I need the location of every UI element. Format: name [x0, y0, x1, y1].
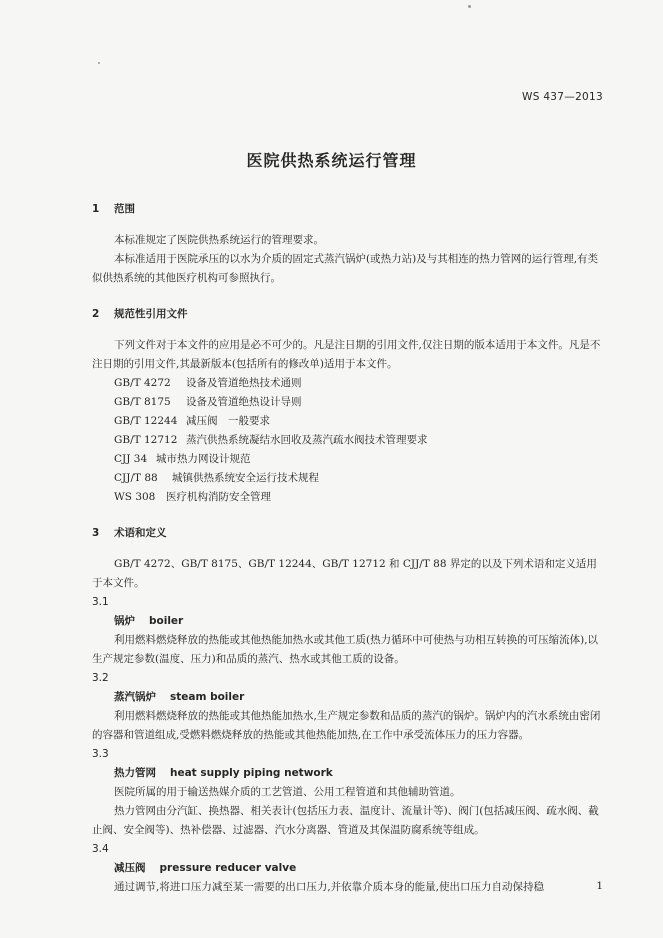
- term-en: heat supply piping network: [170, 767, 333, 779]
- reference-title: 减压阀 一般要求: [186, 415, 270, 427]
- reference-code: GB/T 4272: [114, 377, 171, 389]
- term-definition: 利用燃料燃烧释放的热能或其他热能加热水或其他工质(热力循环中可使热与功相互转换的可压缩流体),以生产规定参数(温度、压力)和品质的蒸汽、热水或其他工质的设备。: [92, 634, 599, 665]
- clause-number: 3.2: [92, 672, 109, 684]
- scan-speck: [468, 5, 471, 8]
- section-title: 规范性引用文件: [114, 308, 188, 320]
- paragraph: 本标准规定了医院供热系统运行的管理要求。: [114, 234, 324, 246]
- reference-title: 蒸汽供热系统凝结水回收及蒸汽疏水阀技术管理要求: [186, 434, 428, 446]
- reference-code: WS 308: [114, 491, 156, 503]
- section-title: 范围: [114, 203, 135, 215]
- term-heading: [92, 612, 606, 631]
- reference-title: 城镇供热系统安全运行技术规程: [172, 472, 319, 484]
- reference-item: [114, 469, 606, 488]
- term-definition: 热力管网由分汽缸、换热器、相关表计(包括压力表、温度计、流量计等)、阀门(包括减压阀、疏水阀、截止阀、安全阀等)、热补偿器、过滤器、汽水分离器、管道及其保温防腐系统等组成。: [92, 805, 599, 836]
- reference-item: [114, 450, 606, 469]
- term-en: steam boiler: [170, 691, 245, 703]
- page-number: 1: [596, 880, 603, 892]
- term-en: boiler: [149, 615, 184, 627]
- term-heading: [92, 859, 606, 878]
- term-definition: 通过调节,将进口压力减至某一需要的出口压力,并依靠介质本身的能量,使出口压力自动保持稳: [114, 881, 545, 893]
- term-heading: [92, 764, 606, 783]
- reference-code: CJJ/T 88: [114, 472, 158, 484]
- section-number: 2: [92, 308, 100, 320]
- term-definition: 利用燃料燃烧释放的热能或其他热能加热水,生产规定参数和品质的蒸汽的锅炉。锅炉内的汽水系统由密闭的容器和管道组成,受燃料燃烧释放的热能或其他热能加热,在工作中承受流体压力的压力容器。: [92, 710, 601, 741]
- section-3-heading: [92, 524, 606, 543]
- reference-title: 设备及管道绝热技术通则: [186, 377, 302, 389]
- term-zh: 减压阀: [114, 862, 146, 874]
- clause-number: 3.4: [92, 843, 109, 855]
- paragraph: GB/T 4272、GB/T 8175、GB/T 12244、GB/T 12712 和 CJJ/T 88 界定的以及下列术语和定义适用于本文件。: [92, 558, 597, 589]
- reference-item: [114, 412, 606, 431]
- reference-title: 城市热力网设计规范: [156, 453, 251, 465]
- reference-code: CJJ 34: [114, 453, 148, 465]
- term-zh: 锅炉: [114, 615, 135, 627]
- term-zh: 热力管网: [114, 767, 156, 779]
- scan-speck: [98, 62, 100, 64]
- reference-title: 设备及管道绝热设计导则: [186, 396, 302, 408]
- reference-title: 医疗机构消防安全管理: [166, 491, 271, 503]
- standard-number: WS 437—2013: [522, 91, 603, 103]
- reference-list: [92, 374, 606, 507]
- reference-code: GB/T 12244: [114, 415, 178, 427]
- paragraph: 本标准适用于医院承压的以水为介质的固定式蒸汽锅炉(或热力站)及与其相连的热力管网的运行管理,有类似供热系统的其他医疗机构可参照执行。: [92, 253, 599, 284]
- section-number: 3: [92, 527, 100, 539]
- reference-item: [114, 374, 606, 393]
- section-2-heading: [92, 305, 606, 324]
- term-heading: [92, 688, 606, 707]
- document-body: [92, 200, 606, 897]
- term-definition: 医院所属的用于输送热媒介质的工艺管道、公用工程管道和其他辅助管道。: [114, 786, 461, 798]
- term-en: pressure reducer valve: [159, 862, 297, 874]
- reference-item: [114, 488, 606, 507]
- reference-item: [114, 431, 606, 450]
- section-number: 1: [92, 203, 100, 215]
- term-zh: 蒸汽锅炉: [114, 691, 156, 703]
- clause-number: 3.1: [92, 596, 109, 608]
- reference-code: GB/T 8175: [114, 396, 171, 408]
- reference-item: [114, 393, 606, 412]
- section-1-heading: [92, 200, 606, 219]
- document-title: 医院供热系统运行管理: [246, 151, 417, 170]
- section-title: 术语和定义: [114, 527, 167, 539]
- paragraph: 下列文件对于本文件的应用是必不可少的。凡是注日期的引用文件,仅注日期的版本适用于本文件。凡是不注日期的引用文件,其最新版本(包括所有的修改单)适用于本文件。: [92, 339, 601, 370]
- reference-code: GB/T 12712: [114, 434, 178, 446]
- clause-number: 3.3: [92, 748, 109, 760]
